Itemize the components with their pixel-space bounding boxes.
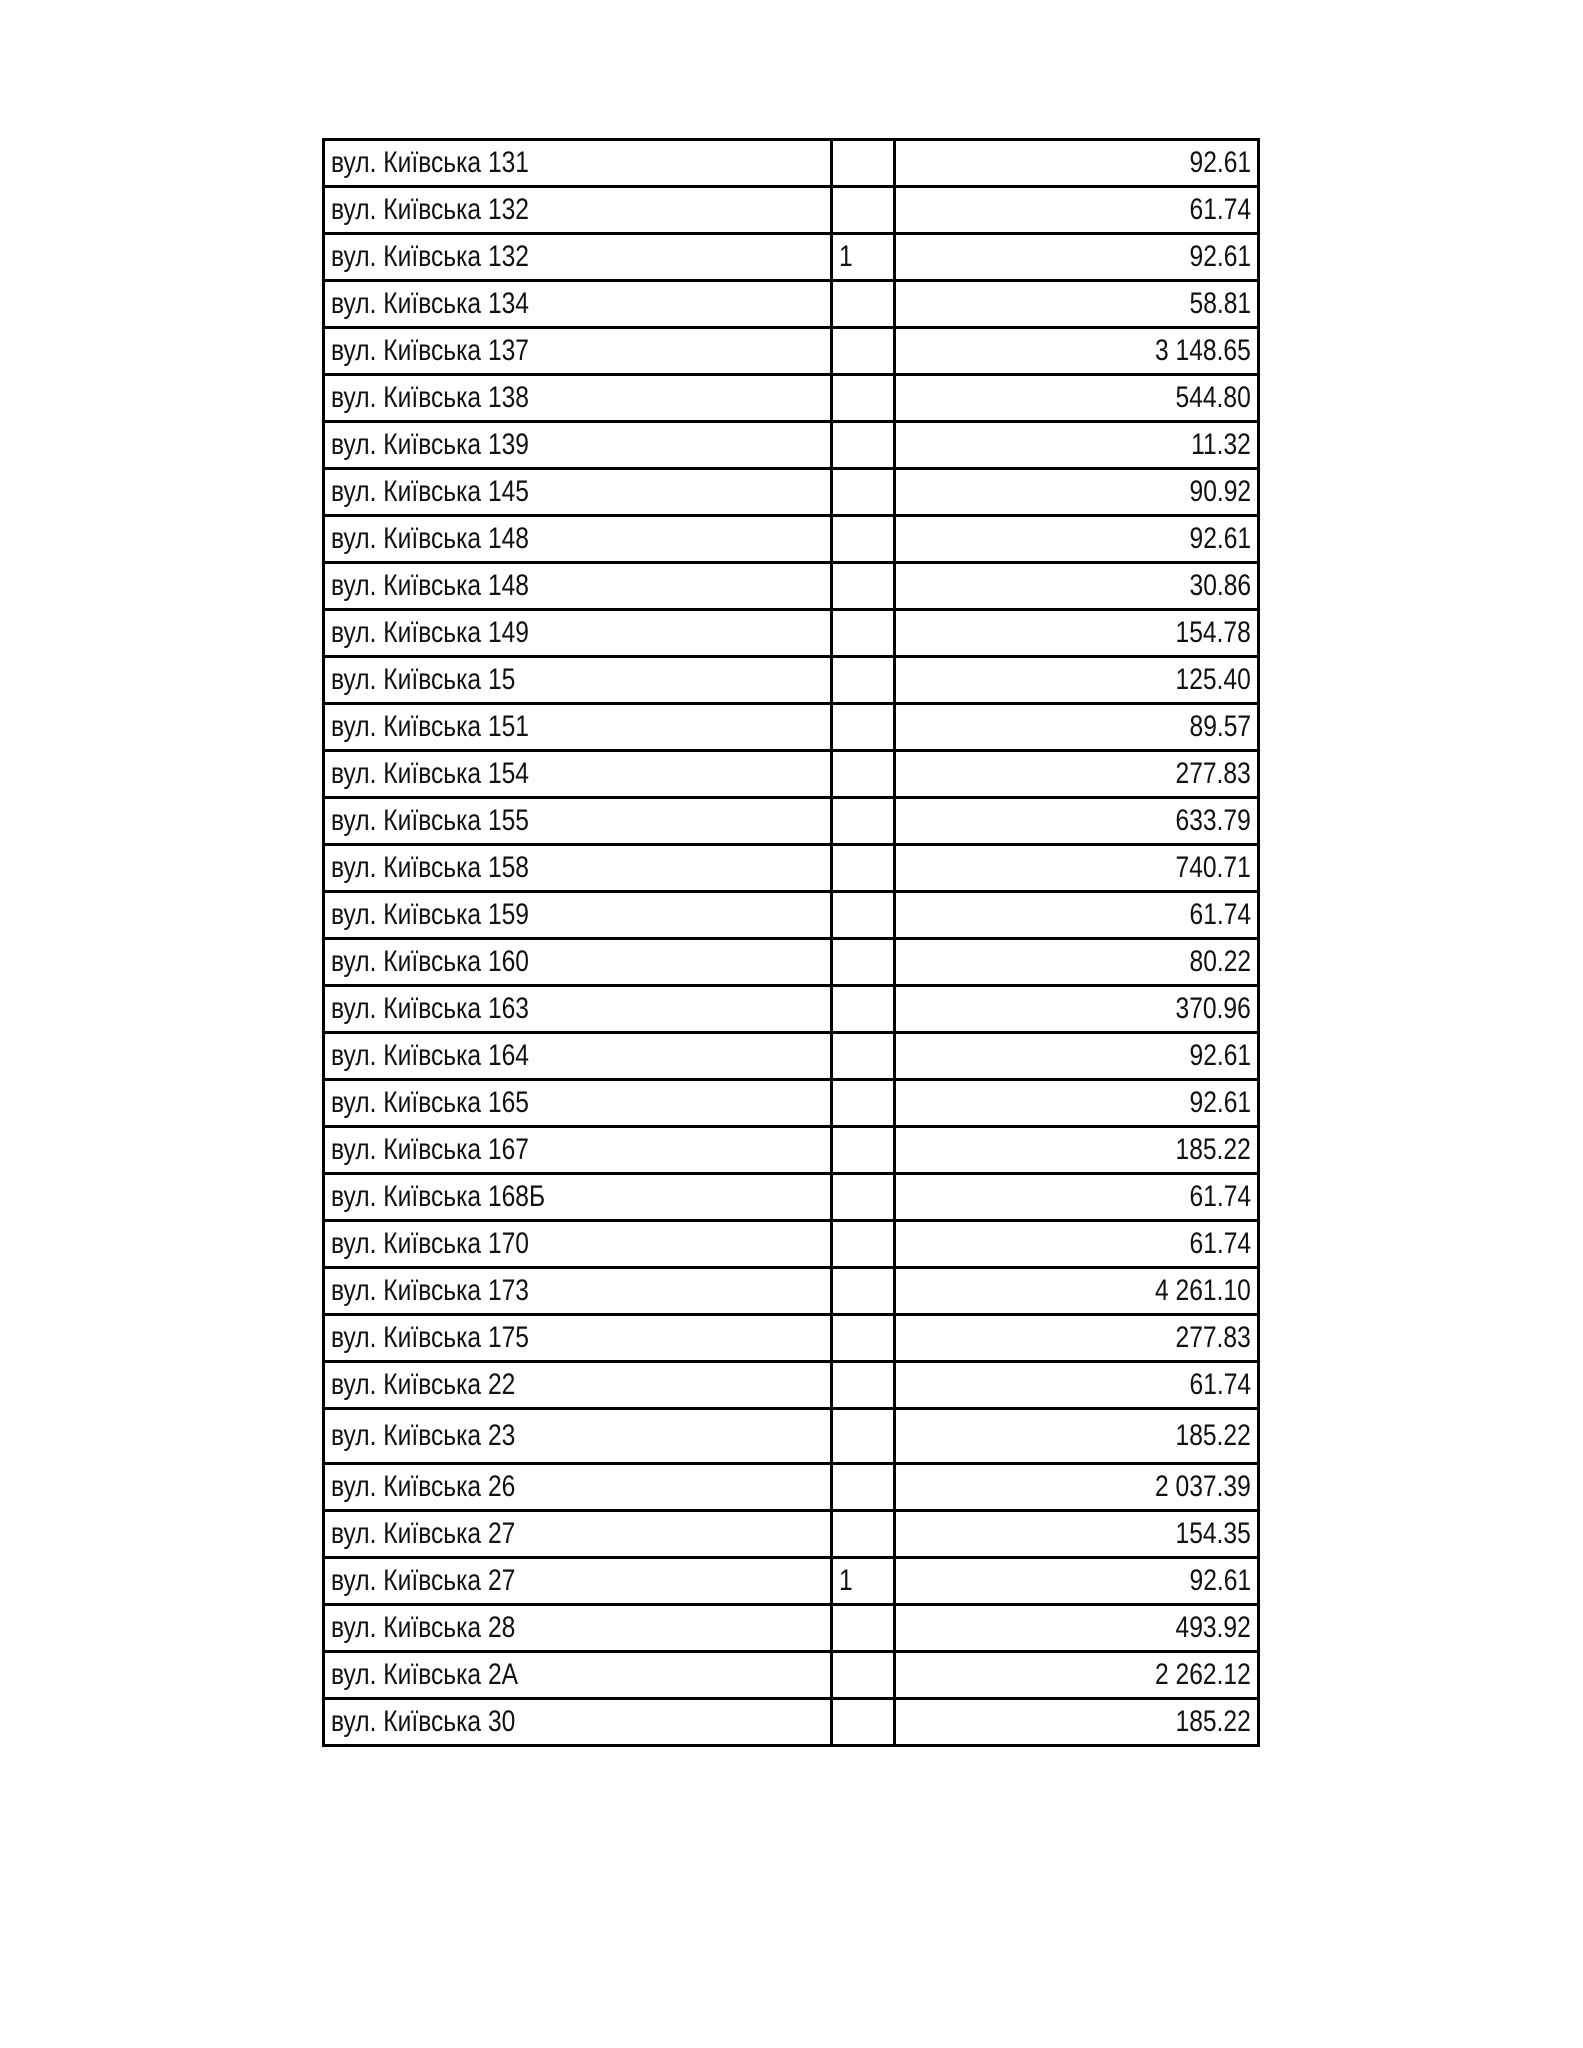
address-cell-text: вул. Київська 27: [331, 1517, 516, 1550]
table-row: [324, 1464, 1259, 1511]
table-row: [324, 1362, 1259, 1409]
value-cell-text: 92.61: [1189, 1564, 1251, 1597]
flag-cell: [832, 1699, 895, 1746]
value-cell: [895, 1652, 1259, 1699]
value-cell-text: 740.71: [1175, 851, 1251, 884]
value-cell: [895, 422, 1259, 469]
address-cell-text: вул. Київська 134: [331, 287, 529, 320]
flag-cell: [832, 563, 895, 610]
address-cell: [324, 939, 832, 986]
flag-cell: [832, 751, 895, 798]
address-cell: [324, 1464, 832, 1511]
flag-cell: [832, 704, 895, 751]
address-cell: [324, 657, 832, 704]
address-cell-text: вул. Київська 148: [331, 522, 529, 555]
value-cell: [895, 187, 1259, 234]
address-cell-text: вул. Київська 138: [331, 381, 529, 414]
flag-cell: [832, 939, 895, 986]
address-cell: [324, 1652, 832, 1699]
table-row: [324, 1511, 1259, 1558]
value-cell-text: 61.74: [1189, 1368, 1251, 1401]
address-cell: [324, 328, 832, 375]
value-cell-text: 89.57: [1189, 710, 1251, 743]
address-value-table-wrapper: [322, 138, 1260, 1747]
flag-cell: [832, 892, 895, 939]
address-cell: [324, 469, 832, 516]
table-row: [324, 751, 1259, 798]
table-row: [324, 657, 1259, 704]
address-cell: [324, 422, 832, 469]
address-cell-text: вул. Київська 23: [331, 1419, 516, 1452]
address-cell: [324, 375, 832, 422]
value-cell: [895, 1315, 1259, 1362]
value-cell: [895, 1080, 1259, 1127]
value-cell-text: 185.22: [1175, 1133, 1251, 1166]
flag-cell-text: 1: [839, 1564, 853, 1597]
value-cell: [895, 1033, 1259, 1080]
table-row: [324, 234, 1259, 281]
value-cell-text: 58.81: [1189, 287, 1251, 320]
address-cell-text: вул. Київська 28: [331, 1611, 516, 1644]
address-cell-text: вул. Київська 139: [331, 428, 529, 461]
value-cell: [895, 1268, 1259, 1315]
table-row: [324, 1315, 1259, 1362]
table-row: [324, 798, 1259, 845]
table-row: [324, 469, 1259, 516]
flag-cell: [832, 140, 895, 187]
value-cell: [895, 140, 1259, 187]
table-row: [324, 422, 1259, 469]
address-value-table: [322, 138, 1260, 1747]
value-cell: [895, 845, 1259, 892]
address-cell-text: вул. Київська 167: [331, 1133, 529, 1166]
flag-cell: [832, 1268, 895, 1315]
value-cell-text: 30.86: [1189, 569, 1251, 602]
flag-cell: [832, 1033, 895, 1080]
flag-cell: [832, 1464, 895, 1511]
address-cell-text: вул. Київська 170: [331, 1227, 529, 1260]
table-row: [324, 1033, 1259, 1080]
value-cell: [895, 892, 1259, 939]
value-cell-text: 61.74: [1189, 1227, 1251, 1260]
table-row: [324, 375, 1259, 422]
address-cell: [324, 140, 832, 187]
address-cell-text: вул. Київська 132: [331, 193, 529, 226]
flag-cell: [832, 1174, 895, 1221]
address-cell-text: вул. Київська 163: [331, 992, 529, 1025]
value-cell-text: 277.83: [1175, 757, 1251, 790]
value-cell-text: 154.78: [1175, 616, 1251, 649]
address-cell: [324, 1033, 832, 1080]
flag-cell: [832, 422, 895, 469]
flag-cell: [832, 1409, 895, 1464]
address-cell: [324, 704, 832, 751]
address-cell: [324, 1221, 832, 1268]
value-cell-text: 90.92: [1189, 475, 1251, 508]
address-cell-text: вул. Київська 168Б: [331, 1180, 546, 1213]
value-cell: [895, 1511, 1259, 1558]
value-cell: [895, 1409, 1259, 1464]
value-cell-text: 185.22: [1175, 1419, 1251, 1452]
value-cell: [895, 328, 1259, 375]
value-cell: [895, 234, 1259, 281]
value-cell-text: 4 261.10: [1155, 1274, 1251, 1307]
table-row: [324, 1268, 1259, 1315]
flag-cell: [832, 1605, 895, 1652]
value-cell: [895, 704, 1259, 751]
address-cell: [324, 986, 832, 1033]
flag-cell: [832, 187, 895, 234]
value-cell-text: 92.61: [1189, 1039, 1251, 1072]
address-cell-text: вул. Київська 151: [331, 710, 529, 743]
flag-cell: [832, 516, 895, 563]
address-cell: [324, 1127, 832, 1174]
value-cell-text: 185.22: [1175, 1705, 1251, 1738]
table-row: [324, 704, 1259, 751]
address-cell: [324, 610, 832, 657]
address-cell: [324, 798, 832, 845]
value-cell: [895, 469, 1259, 516]
value-cell-text: 633.79: [1175, 804, 1251, 837]
address-cell: [324, 892, 832, 939]
address-cell: [324, 1558, 832, 1605]
address-cell-text: вул. Київська 15: [331, 663, 516, 696]
table-row: [324, 281, 1259, 328]
address-cell: [324, 1409, 832, 1464]
table-row: [324, 1127, 1259, 1174]
value-cell-text: 2 037.39: [1155, 1470, 1251, 1503]
address-cell-text: вул. Київська 155: [331, 804, 529, 837]
table-row: [324, 939, 1259, 986]
flag-cell: [832, 657, 895, 704]
value-cell: [895, 1605, 1259, 1652]
address-cell: [324, 516, 832, 563]
address-cell: [324, 845, 832, 892]
flag-cell: [832, 1511, 895, 1558]
table-row: [324, 140, 1259, 187]
value-cell-text: 61.74: [1189, 1180, 1251, 1213]
table-row: [324, 845, 1259, 892]
value-cell-text: 493.92: [1175, 1611, 1251, 1644]
value-cell: [895, 657, 1259, 704]
address-cell-text: вул. Київська 175: [331, 1321, 529, 1354]
address-cell: [324, 1362, 832, 1409]
table-row: [324, 1409, 1259, 1464]
value-cell-text: 61.74: [1189, 193, 1251, 226]
value-cell-text: 92.61: [1189, 522, 1251, 555]
address-cell-text: вул. Київська 148: [331, 569, 529, 602]
value-cell: [895, 281, 1259, 328]
address-cell-text: вул. Київська 159: [331, 898, 529, 931]
address-cell-text: вул. Київська 2А: [331, 1658, 519, 1691]
table-row: [324, 187, 1259, 234]
value-cell: [895, 516, 1259, 563]
table-row: [324, 1605, 1259, 1652]
flag-cell: [832, 845, 895, 892]
address-cell: [324, 1511, 832, 1558]
address-cell-text: вул. Київська 30: [331, 1705, 516, 1738]
table-row: [324, 1699, 1259, 1746]
address-cell: [324, 1174, 832, 1221]
flag-cell: [832, 798, 895, 845]
flag-cell: [832, 375, 895, 422]
value-cell: [895, 986, 1259, 1033]
value-cell: [895, 1558, 1259, 1605]
address-cell-text: вул. Київська 173: [331, 1274, 529, 1307]
value-cell-text: 80.22: [1189, 945, 1251, 978]
flag-cell: [832, 281, 895, 328]
address-cell-text: вул. Київська 137: [331, 334, 529, 367]
table-row: [324, 610, 1259, 657]
address-cell: [324, 281, 832, 328]
flag-cell: [832, 1362, 895, 1409]
address-cell-text: вул. Київська 27: [331, 1564, 516, 1597]
value-cell: [895, 375, 1259, 422]
table-row: [324, 563, 1259, 610]
address-cell: [324, 1315, 832, 1362]
value-cell: [895, 1221, 1259, 1268]
address-cell-text: вул. Київська 145: [331, 475, 529, 508]
table-row: [324, 1558, 1259, 1605]
table-row: [324, 1174, 1259, 1221]
address-cell-text: вул. Київська 160: [331, 945, 529, 978]
value-cell: [895, 751, 1259, 798]
value-cell-text: 154.35: [1175, 1517, 1251, 1550]
table-row: [324, 516, 1259, 563]
value-cell: [895, 798, 1259, 845]
address-cell: [324, 563, 832, 610]
table-row: [324, 1652, 1259, 1699]
value-cell-text: 92.61: [1189, 240, 1251, 273]
table-row: [324, 1080, 1259, 1127]
address-cell-text: вул. Київська 22: [331, 1368, 516, 1401]
value-cell: [895, 1362, 1259, 1409]
address-cell: [324, 1699, 832, 1746]
address-cell: [324, 1080, 832, 1127]
address-cell-text: вул. Київська 149: [331, 616, 529, 649]
table-row: [324, 986, 1259, 1033]
table-row: [324, 1221, 1259, 1268]
value-cell: [895, 1127, 1259, 1174]
address-cell-text: вул. Київська 131: [331, 146, 529, 179]
address-cell: [324, 187, 832, 234]
flag-cell: [832, 986, 895, 1033]
value-cell-text: 3 148.65: [1155, 334, 1251, 367]
address-cell-text: вул. Київська 158: [331, 851, 529, 884]
value-cell: [895, 939, 1259, 986]
flag-cell: [832, 1558, 895, 1605]
address-cell-text: вул. Київська 164: [331, 1039, 529, 1072]
value-cell-text: 544.80: [1175, 381, 1251, 414]
table-body: [324, 140, 1259, 1746]
flag-cell: [832, 328, 895, 375]
address-cell: [324, 1605, 832, 1652]
table-row: [324, 892, 1259, 939]
value-cell: [895, 1174, 1259, 1221]
value-cell-text: 277.83: [1175, 1321, 1251, 1354]
flag-cell: [832, 1315, 895, 1362]
value-cell-text: 125.40: [1175, 663, 1251, 696]
flag-cell: [832, 1221, 895, 1268]
value-cell-text: 2 262.12: [1155, 1658, 1251, 1691]
value-cell-text: 61.74: [1189, 898, 1251, 931]
value-cell: [895, 1699, 1259, 1746]
address-cell: [324, 234, 832, 281]
value-cell-text: 370.96: [1175, 992, 1251, 1025]
address-cell-text: вул. Київська 165: [331, 1086, 529, 1119]
flag-cell: [832, 1652, 895, 1699]
address-cell-text: вул. Київська 154: [331, 757, 529, 790]
value-cell-text: 11.32: [1191, 428, 1251, 461]
flag-cell: [832, 1127, 895, 1174]
flag-cell-text: 1: [839, 240, 853, 273]
value-cell: [895, 563, 1259, 610]
table-row: [324, 328, 1259, 375]
flag-cell: [832, 610, 895, 657]
value-cell: [895, 1464, 1259, 1511]
address-cell-text: вул. Київська 132: [331, 240, 529, 273]
flag-cell: [832, 1080, 895, 1127]
value-cell-text: 92.61: [1189, 146, 1251, 179]
address-cell: [324, 1268, 832, 1315]
value-cell: [895, 610, 1259, 657]
address-cell: [324, 751, 832, 798]
address-cell-text: вул. Київська 26: [331, 1470, 516, 1503]
flag-cell: [832, 234, 895, 281]
value-cell-text: 92.61: [1189, 1086, 1251, 1119]
flag-cell: [832, 469, 895, 516]
